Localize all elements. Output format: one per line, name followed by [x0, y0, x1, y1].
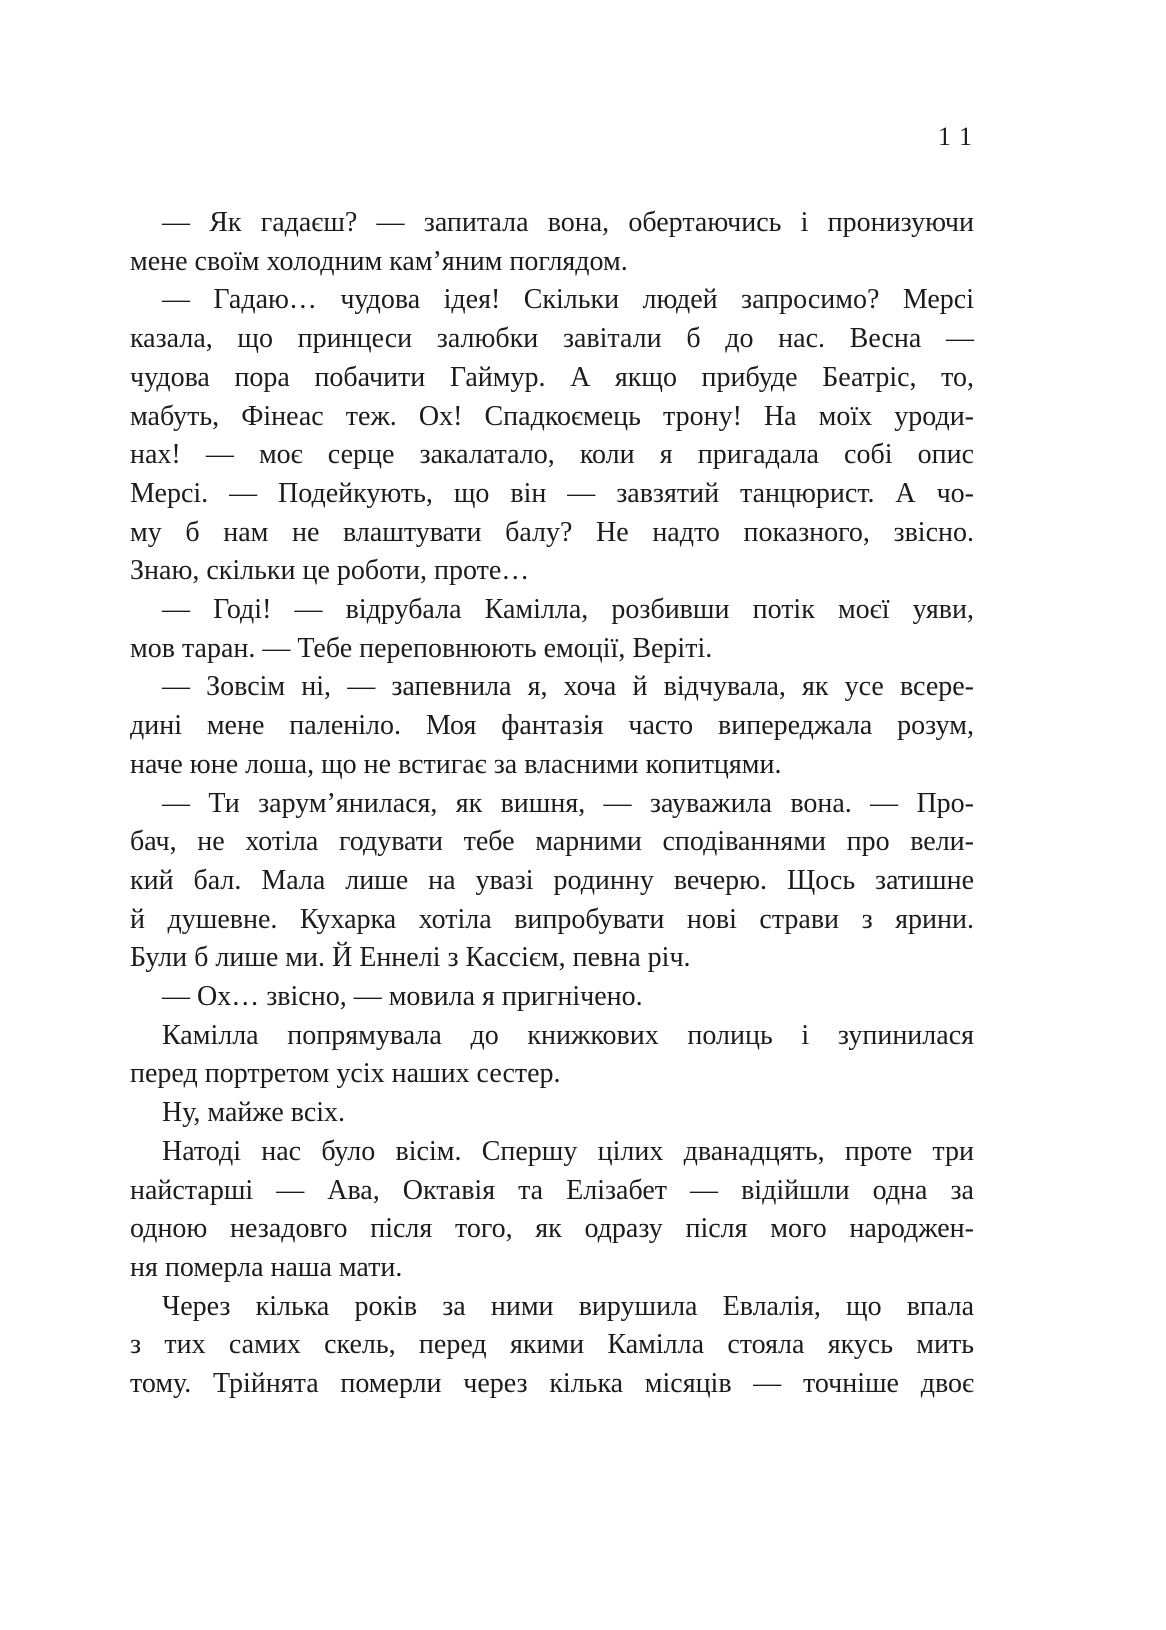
text-line: чудова пора побачити Гаймур. А якщо прибуде Беатріс, то,	[130, 361, 974, 393]
paragraph	[130, 785, 974, 979]
text-line: кий бал. Мала лише на увазі родинну вечерю. Щось затишне	[130, 864, 974, 896]
paragraph	[130, 1017, 974, 1094]
paragraph	[130, 1094, 974, 1133]
text-line: — Ти зарум’янилася, як вишня, — зауважила вона. — Про-	[162, 787, 974, 819]
text-line: — Як гадаєш? — запитала вона, обертаючись і пронизуючи	[162, 207, 974, 238]
text-line: дині мене паленіло. Моя фантазія часто випереджала розум,	[130, 710, 974, 742]
paragraph	[130, 978, 974, 1017]
text-line: му б нам не влаштувати балу? Не надто показного, звісно.	[130, 516, 974, 548]
text-line: перед портретом усіх наших сестер.	[130, 1058, 561, 1090]
text-line: Були б лише ми. Й Еннелі з Кассієм, певна річ.	[130, 942, 691, 974]
text-line: — Годі! — відрубала Камілла, розбивши потік моєї уяви,	[162, 594, 974, 626]
text-line: найстарші — Ава, Октавія та Елізабет — відійшли одна за	[130, 1174, 974, 1206]
text-block	[130, 204, 974, 1404]
text-line: — Зовсім ні, — запевнила я, хоча й відчувала, як усе всере-	[162, 671, 974, 703]
text-line: Через кілька років за ними вирушила Евлалія, що впала	[162, 1290, 974, 1322]
text-line: Знаю, скільки це роботи, проте…	[130, 555, 530, 587]
paragraph	[130, 1288, 974, 1404]
text-line: — Ох… звісно, — мовила я пригнічено.	[162, 981, 643, 1013]
text-line: мабуть, Фінеас теж. Ох! Спадкоємець трону! На моїх уроди-	[130, 400, 974, 432]
paragraph	[130, 204, 974, 281]
text-line: мене своїм холодним кам’яним поглядом.	[130, 245, 628, 277]
text-line: мов таран. — Тебе переповнюють емоції, Веріті.	[130, 632, 713, 664]
text-line: бач, не хотіла годувати тебе марними сподіваннями про вели-	[130, 826, 974, 858]
paragraph	[130, 668, 974, 784]
page-number: 11	[937, 122, 981, 151]
text-line: казала, що принцеси залюбки завітали б до нас. Весна —	[130, 323, 974, 355]
text-line: Натоді нас було вісім. Спершу цілих дванадцять, проте три	[162, 1135, 974, 1167]
text-line: Мерсі. — Подейкують, що він — завзятий танцюрист. А чо-	[130, 477, 974, 509]
text-line: з тих самих скель, перед якими Камілла стояла якусь мить	[130, 1329, 974, 1361]
text-line: Ну, майже всіх.	[162, 1097, 346, 1129]
paragraph	[130, 591, 974, 668]
text-line: ня померла наша мати.	[130, 1251, 403, 1283]
paragraph	[130, 281, 974, 591]
text-line: — Гадаю… чудова ідея! Скільки людей запросимо? Мерсі	[162, 284, 974, 316]
text-line: тому. Трійнята померли через кілька місяців — точніше двоє	[130, 1368, 974, 1400]
paragraph	[130, 1133, 974, 1288]
text-line: наче юне лоша, що не встигає за власними копитцями.	[130, 748, 782, 780]
text-line: нах! — моє серце закалатало, коли я пригадала собі опис	[130, 439, 974, 471]
text-line: й душевне. Кухарка хотіла випробувати нові страви з ярини.	[130, 903, 974, 935]
text-line: Камілла попрямувала до книжкових полиць і зупинилася	[162, 1019, 974, 1051]
text-line: одною незадовго після того, як одразу після мого народжен-	[130, 1213, 974, 1245]
